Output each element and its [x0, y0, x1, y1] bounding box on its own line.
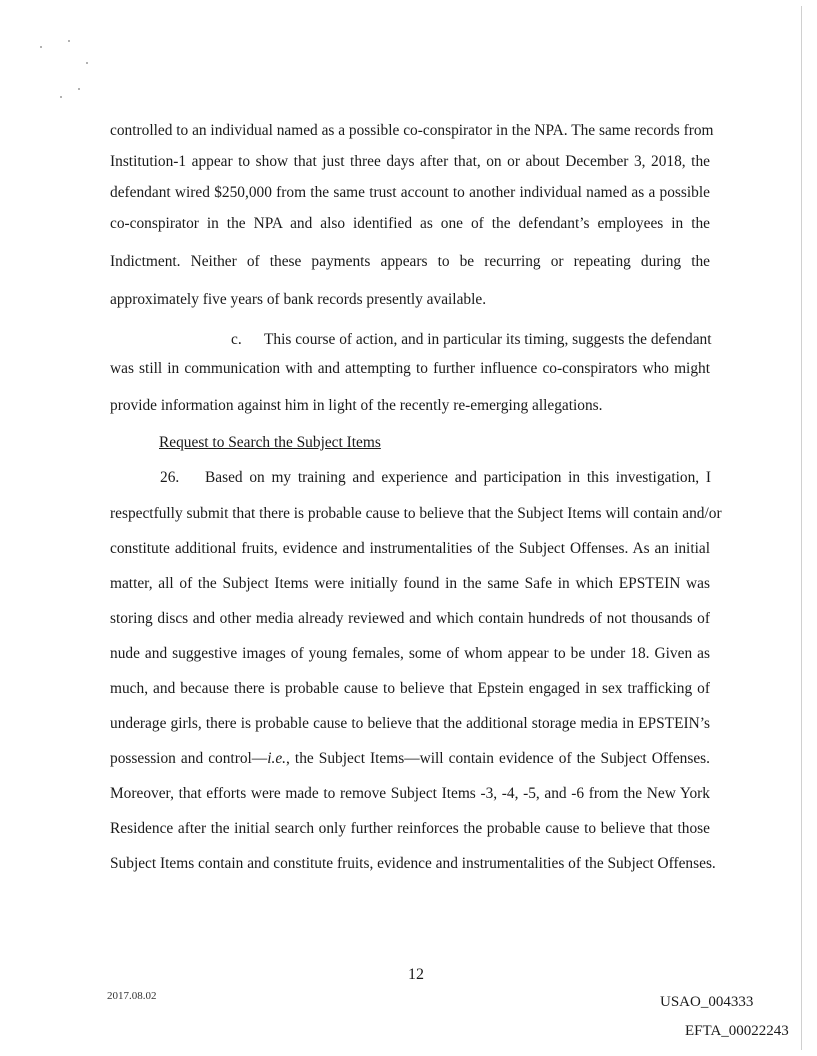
body-line: defendant wired $250,000 from the same trust account to another individual named as a possible: [110, 184, 710, 201]
body-line: Residence after the initial search only further reinforces the probable cause to believe that those: [110, 820, 710, 837]
scan-speck: [78, 88, 80, 90]
body-line: matter, all of the Subject Items were initially found in the same Safe in which EPSTEIN was: [110, 575, 710, 592]
paragraph-c-first-line: This course of action, and in particular its timing, suggests the defendant: [264, 331, 712, 348]
body-line: Subject Items contain and constitute fruits, evidence and instrumentalities of the Subject Offenses.: [110, 855, 716, 872]
page-number: 12: [408, 966, 424, 983]
footer-date-code: 2017.08.02: [107, 990, 157, 1002]
body-line: was still in communication with and attempting to further influence co-conspirators who might: [110, 360, 710, 377]
scan-speck: [86, 62, 88, 64]
paragraph-marker-c: c.: [231, 331, 242, 348]
body-line: Moreover, that efforts were made to remove Subject Items -3, -4, -5, and -6 from the New York: [110, 785, 710, 802]
body-line: provide information against him in light of the recently re-emerging allegations.: [110, 397, 603, 414]
bates-number-usao: USAO_004333: [660, 994, 754, 1010]
scan-speck: [68, 40, 70, 42]
body-line: storing discs and other media already reviewed and which contain hundreds of not thousands of: [110, 610, 710, 627]
scan-speck: [60, 96, 62, 98]
body-line: controlled to an individual named as a possible co-conspirator in the NPA. The same records from: [110, 122, 714, 139]
ie-abbreviation: i.e.: [267, 750, 287, 767]
scan-edge-line: [801, 6, 802, 1050]
section-heading: Request to Search the Subject Items: [159, 434, 381, 451]
text-run: , the Subject Items—will contain evidence of the Subject Offenses.: [286, 750, 711, 767]
body-line: underage girls, there is probable cause to believe that the additional storage media in EPSTEIN’s: [110, 715, 710, 732]
bates-number-efta: EFTA_00022243: [685, 1023, 789, 1039]
body-line: nude and suggestive images of young females, some of whom appear to be under 18. Given as: [110, 645, 710, 662]
body-line: Indictment. Neither of these payments appears to be recurring or repeating during the: [110, 253, 710, 270]
body-line: approximately five years of bank records presently available.: [110, 291, 487, 308]
body-line: [110, 750, 710, 768]
body-line: much, and because there is probable cause to believe that Epstein engaged in sex trafficking of: [110, 680, 710, 697]
body-line: constitute additional fruits, evidence and instrumentalities of the Subject Offenses. As an initial: [110, 540, 710, 557]
body-line: Institution-1 appear to show that just three days after that, on or about December 3, 2018, the: [110, 153, 710, 170]
body-line: co-conspirator in the NPA and also identified as one of the defendant’s employees in the: [110, 215, 710, 232]
body-line: respectfully submit that there is probable cause to believe that the Subject Items will contain and/or: [110, 505, 722, 522]
paragraph-number-26: 26.: [160, 469, 180, 486]
text-run: possession and control—: [110, 750, 268, 767]
scan-speck: [40, 46, 42, 48]
paragraph-26-first-line: Based on my training and experience and participation in this investigation, I: [205, 469, 711, 486]
